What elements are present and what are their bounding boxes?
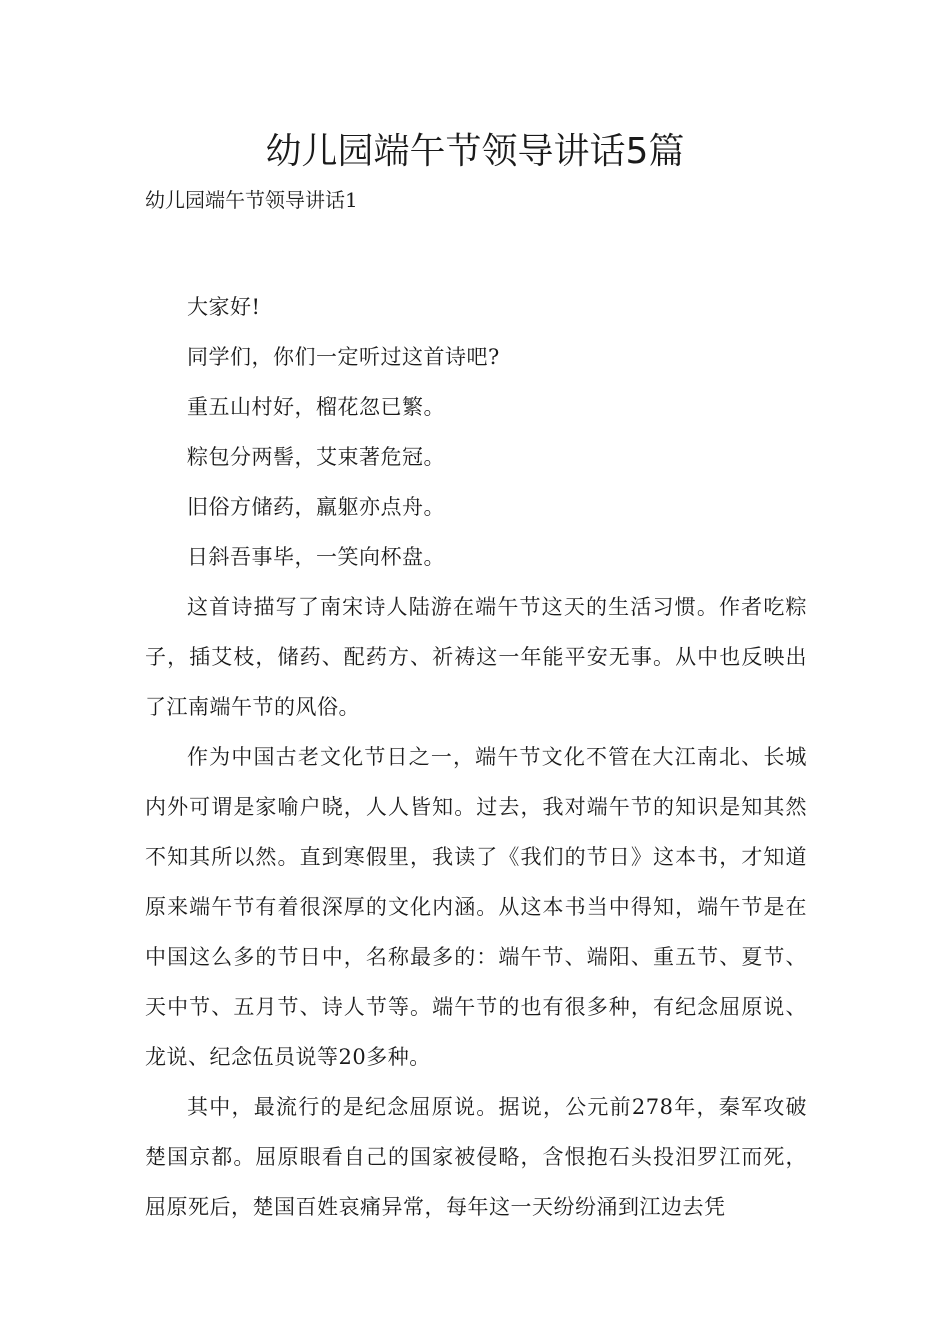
- paragraph-festival-culture: 作为中国古老文化节日之一，端午节文化不管在大江南北、长城内外可谓是家喻户晓，人人皆知。过去，我对端午节的知识是知其然不知其所以然。直到寒假里，我读了《我们的节日》这本书，才知道原来端午节有着很深厚的文化内涵。从这本书当中得知，端午节是在中国这么多的节日中，名称最多的：端午节、端阳、重五节、夏节、天中节、五月节、诗人节等。端午节的也有很多种，有纪念屈原说、龙说、纪念伍员说等20多种。: [145, 745, 807, 1069]
- paragraph-poem-explanation: 这首诗描写了南宋诗人陆游在端午节这天的生活习惯。作者吃粽子，插艾枝，储药、配药方、祈祷这一年能平安无事。从中也反映出了江南端午节的风俗。: [145, 595, 807, 719]
- paragraph-question: 同学们，你们一定听过这首诗吧?: [187, 345, 500, 369]
- paragraph-greeting: 大家好!: [187, 295, 261, 319]
- poem-line-4: 日斜吾事毕，一笑向杯盘。: [187, 545, 445, 569]
- document-title: 幼儿园端午节领导讲话5篇: [265, 131, 685, 172]
- poem-line-3: 旧俗方储药，羸躯亦点舟。: [187, 495, 445, 519]
- paragraph-qu-yuan: 其中，最流行的是纪念屈原说。据说，公元前278年，秦军攻破楚国京都。屈原眼看自己的国家被侵略，含恨抱石头投汨罗江而死，屈原死后，楚国百姓哀痛异常，每年这一天纷纷涌到江边去凭: [145, 1095, 807, 1219]
- poem-line-2: 粽包分两髻，艾束著危冠。: [187, 445, 445, 469]
- document-subtitle: 幼儿园端午节领导讲话1: [145, 188, 358, 212]
- poem-line-1: 重五山村好，榴花忽已繁。: [187, 395, 445, 419]
- document-body: [145, 282, 807, 1232]
